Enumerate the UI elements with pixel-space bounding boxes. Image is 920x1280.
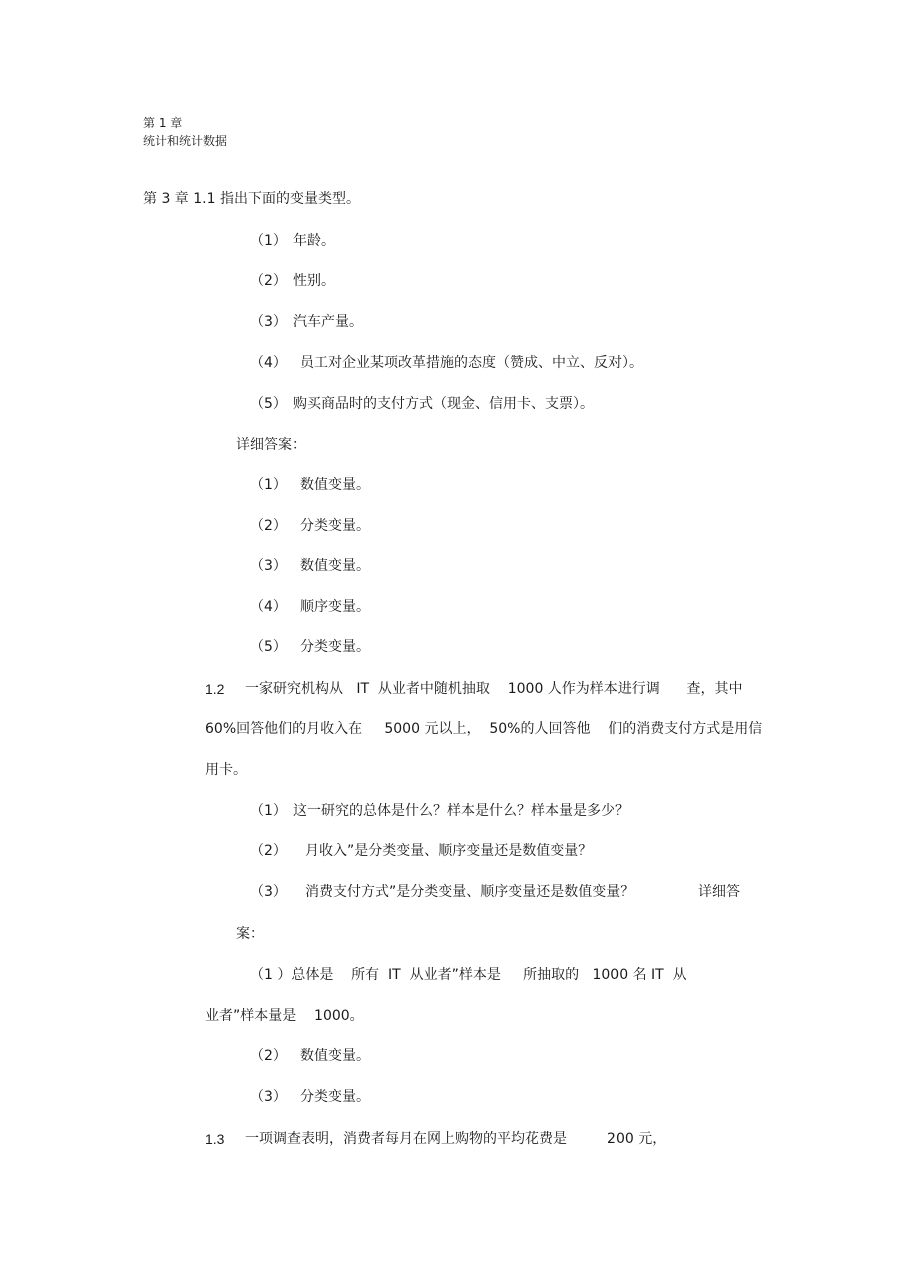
- question-1-2-number: 1.2: [205, 681, 225, 697]
- answer-label: 详细答案：: [236, 437, 306, 453]
- q1-2-item-text: 月收入”是分类变量、顺序变量还是数值变量？: [305, 843, 593, 859]
- question-1-3-line1: 一项调查表明，消费者每月在网上购物的平均花费是 200 元，: [245, 1131, 667, 1147]
- answer-label-part1: 详细答: [698, 884, 740, 900]
- q1-1-item-text: 员工对企业某项改革措施的态度（赞成、中立、反对）。: [300, 355, 643, 371]
- q1-1-answer-text: 数值变量。: [300, 558, 370, 574]
- q1-2-item-no: （1）: [250, 803, 287, 819]
- q1-1-answer-text: 顺序变量。: [300, 599, 370, 615]
- q1-1-answer-no: （2）: [250, 518, 287, 534]
- q1-2-answer-no: （3）: [250, 1089, 287, 1105]
- q1-2-item-no: （2）: [250, 843, 287, 859]
- q1-1-answer-no: （3）: [250, 558, 287, 574]
- q1-1-item-text: 购买商品时的支付方式（现金、信用卡、支票）。: [293, 396, 594, 412]
- q1-2-item-no: （3）: [250, 884, 287, 900]
- q1-2-answer-text: 数值变量。: [300, 1048, 370, 1064]
- q1-2-answer-text: 分类变量。: [300, 1089, 370, 1105]
- q1-1-answer-text: 分类变量。: [300, 518, 370, 534]
- q1-1-item-no: （4）: [250, 355, 287, 371]
- answer-label-part2: 案：: [236, 926, 264, 942]
- q1-1-item-no: （3）: [250, 314, 287, 330]
- q1-2-item-text: 这一研究的总体是什么？样本是什么？样本量是多少？: [293, 803, 629, 819]
- q1-1-answer-text: 数值变量。: [300, 477, 370, 493]
- q1-2-answer1-line2: 业者”样本量是 1000。: [205, 1008, 364, 1024]
- q1-1-item-text: 汽车产量。: [293, 314, 363, 330]
- q1-1-item-no: （5）: [250, 396, 287, 412]
- q1-1-item-text: 性别。: [293, 273, 335, 289]
- q1-1-item-no: （1）: [250, 233, 287, 249]
- question-1-2-line1: 一家研究机构从 IT 从业者中随机抽取 1000 人作为样本进行调 查，其中: [245, 681, 743, 697]
- q1-1-answer-no: （1）: [250, 477, 287, 493]
- q1-1-answer-no: （4）: [250, 599, 287, 615]
- q1-1-answer-text: 分类变量。: [300, 639, 370, 655]
- chapter-title: 统计和统计数据: [143, 134, 228, 148]
- q1-2-item-text: 消费支付方式”是分类变量、顺序变量还是数值变量？: [305, 884, 635, 900]
- question-1-2-line2: 60%回答他们的月收入在 5000 元以上， 50%的人回答他 们的消费支付方式是用信: [205, 721, 763, 737]
- q1-2-answer1-line1: （1 ）总体是 所有 IT 从业者”样本是 所抽取的 1000 名 IT 从: [250, 967, 687, 983]
- question-1-2-line3: 用卡。: [205, 762, 247, 778]
- question-1-1-title: 第 3 章 1.1 指出下面的变量类型。: [143, 191, 360, 207]
- question-1-3-number: 1.3: [205, 1131, 225, 1147]
- q1-1-answer-no: （5）: [250, 639, 287, 655]
- chapter-label: 第 1 章: [143, 116, 183, 130]
- q1-1-item-no: （2）: [250, 273, 287, 289]
- q1-1-item-text: 年龄。: [293, 233, 335, 249]
- q1-2-answer-no: （2）: [250, 1048, 287, 1064]
